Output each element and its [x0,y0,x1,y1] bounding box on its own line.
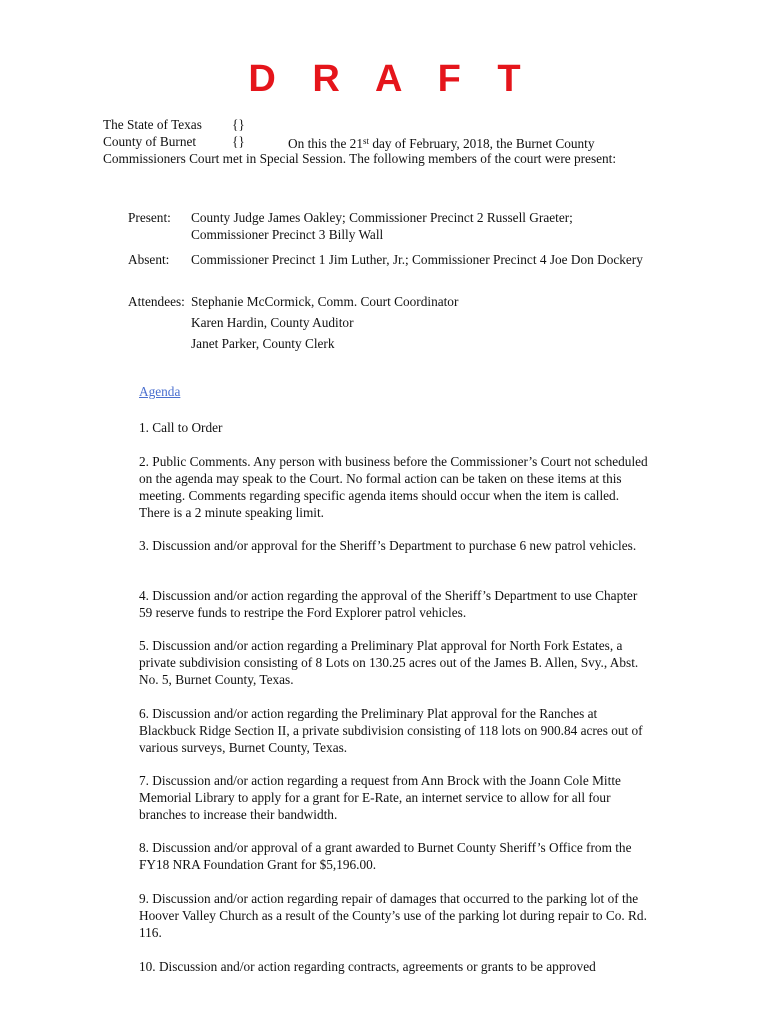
absent-value: Commissioner Precinct 1 Jim Luther, Jr.; Commissioner Precinct 4 Joe Don Dockery [191,252,643,267]
attendee-item: Janet Parker, County Clerk [191,336,335,351]
draft-watermark: D R A F T [248,58,534,100]
present-value: County Judge James Oakley; Commissioner Precinct 2 Russell Graeter; Commissioner Precinct 3 Billy Wall [191,210,573,242]
state-line [103,116,663,133]
attendee-item: Karen Hardin, County Auditor [191,315,354,330]
absent-label: Absent: [128,252,170,267]
opening-sup: st [362,136,369,146]
county-braces: {} [232,134,245,149]
county-line [103,133,663,150]
agenda-item: 10. Discussion and/or action regarding contracts, agreements or grants to be approved [139,959,596,974]
state-braces: {} [232,117,245,132]
agenda-item: 6. Discussion and/or action regarding the Preliminary Plat approval for the Ranches at Blackbuck Ridge Section II, a private subdivision consisting of 118 lots on 900.84 acres out of various surveys, Burnet County, Texas. [139,706,643,755]
agenda-item: 3. Discussion and/or approval for the Sheriff’s Department to purchase 6 new patrol vehicles. [139,538,637,553]
state-text: The State of Texas [103,117,202,132]
agenda-item: 9. Discussion and/or action regarding repair of damages that occurred to the parking lot of the Hoover Valley Church as a result of the County’s use of the parking lot during repair to Co. Rd. 116. [139,891,647,940]
attendee-item: Stephanie McCormick, Comm. Court Coordinator [191,294,459,309]
agenda-link[interactable]: Agenda [139,384,181,399]
agenda-item: 5. Discussion and/or action regarding a Preliminary Plat approval for North Fork Estates, a private subdivision consisting of 8 Lots on 130.25 acres out of the James B. Allen, Svy., Abst. No. 5, Burnet County, Texas. [139,638,639,687]
county-text: County of Burnet [103,134,197,149]
present-label: Present: [128,210,171,225]
opening-pre: On this the 21 [288,136,363,151]
attendees-label: Attendees: [128,294,185,309]
agenda-item: 2. Public Comments. Any person with business before the Commissioner’s Court not scheduled on the agenda may speak to the Court. No formal action can be taken on these items at this meeting. Comments regarding specific agenda items should occur when the item is called. There is a 2 minute speaking limit. [139,454,648,520]
agenda-item: 7. Discussion and/or action regarding a request from Ann Brock with the Joann Cole Mitte Memorial Library to apply for a grant for E-Rate, an internet service to allow for all four branches to increase their bandwidth. [139,773,621,822]
opening-line-2: Commissioners Court met in Special Session. The following members of the court were present: [103,151,617,166]
agenda-item: 4. Discussion and/or action regarding the approval of the Sheriff’s Department to use Chapter 59 reserve funds to restripe the Ford Explorer patrol vehicles. [139,588,638,620]
agenda-item: 1. Call to Order [139,420,223,435]
opening-post: day of February, 2018, the Burnet County [369,136,595,151]
agenda-item: 8. Discussion and/or approval of a grant awarded to Burnet County Sheriff’s Office from the FY18 NRA Foundation Grant for $5,196.00. [139,840,632,872]
